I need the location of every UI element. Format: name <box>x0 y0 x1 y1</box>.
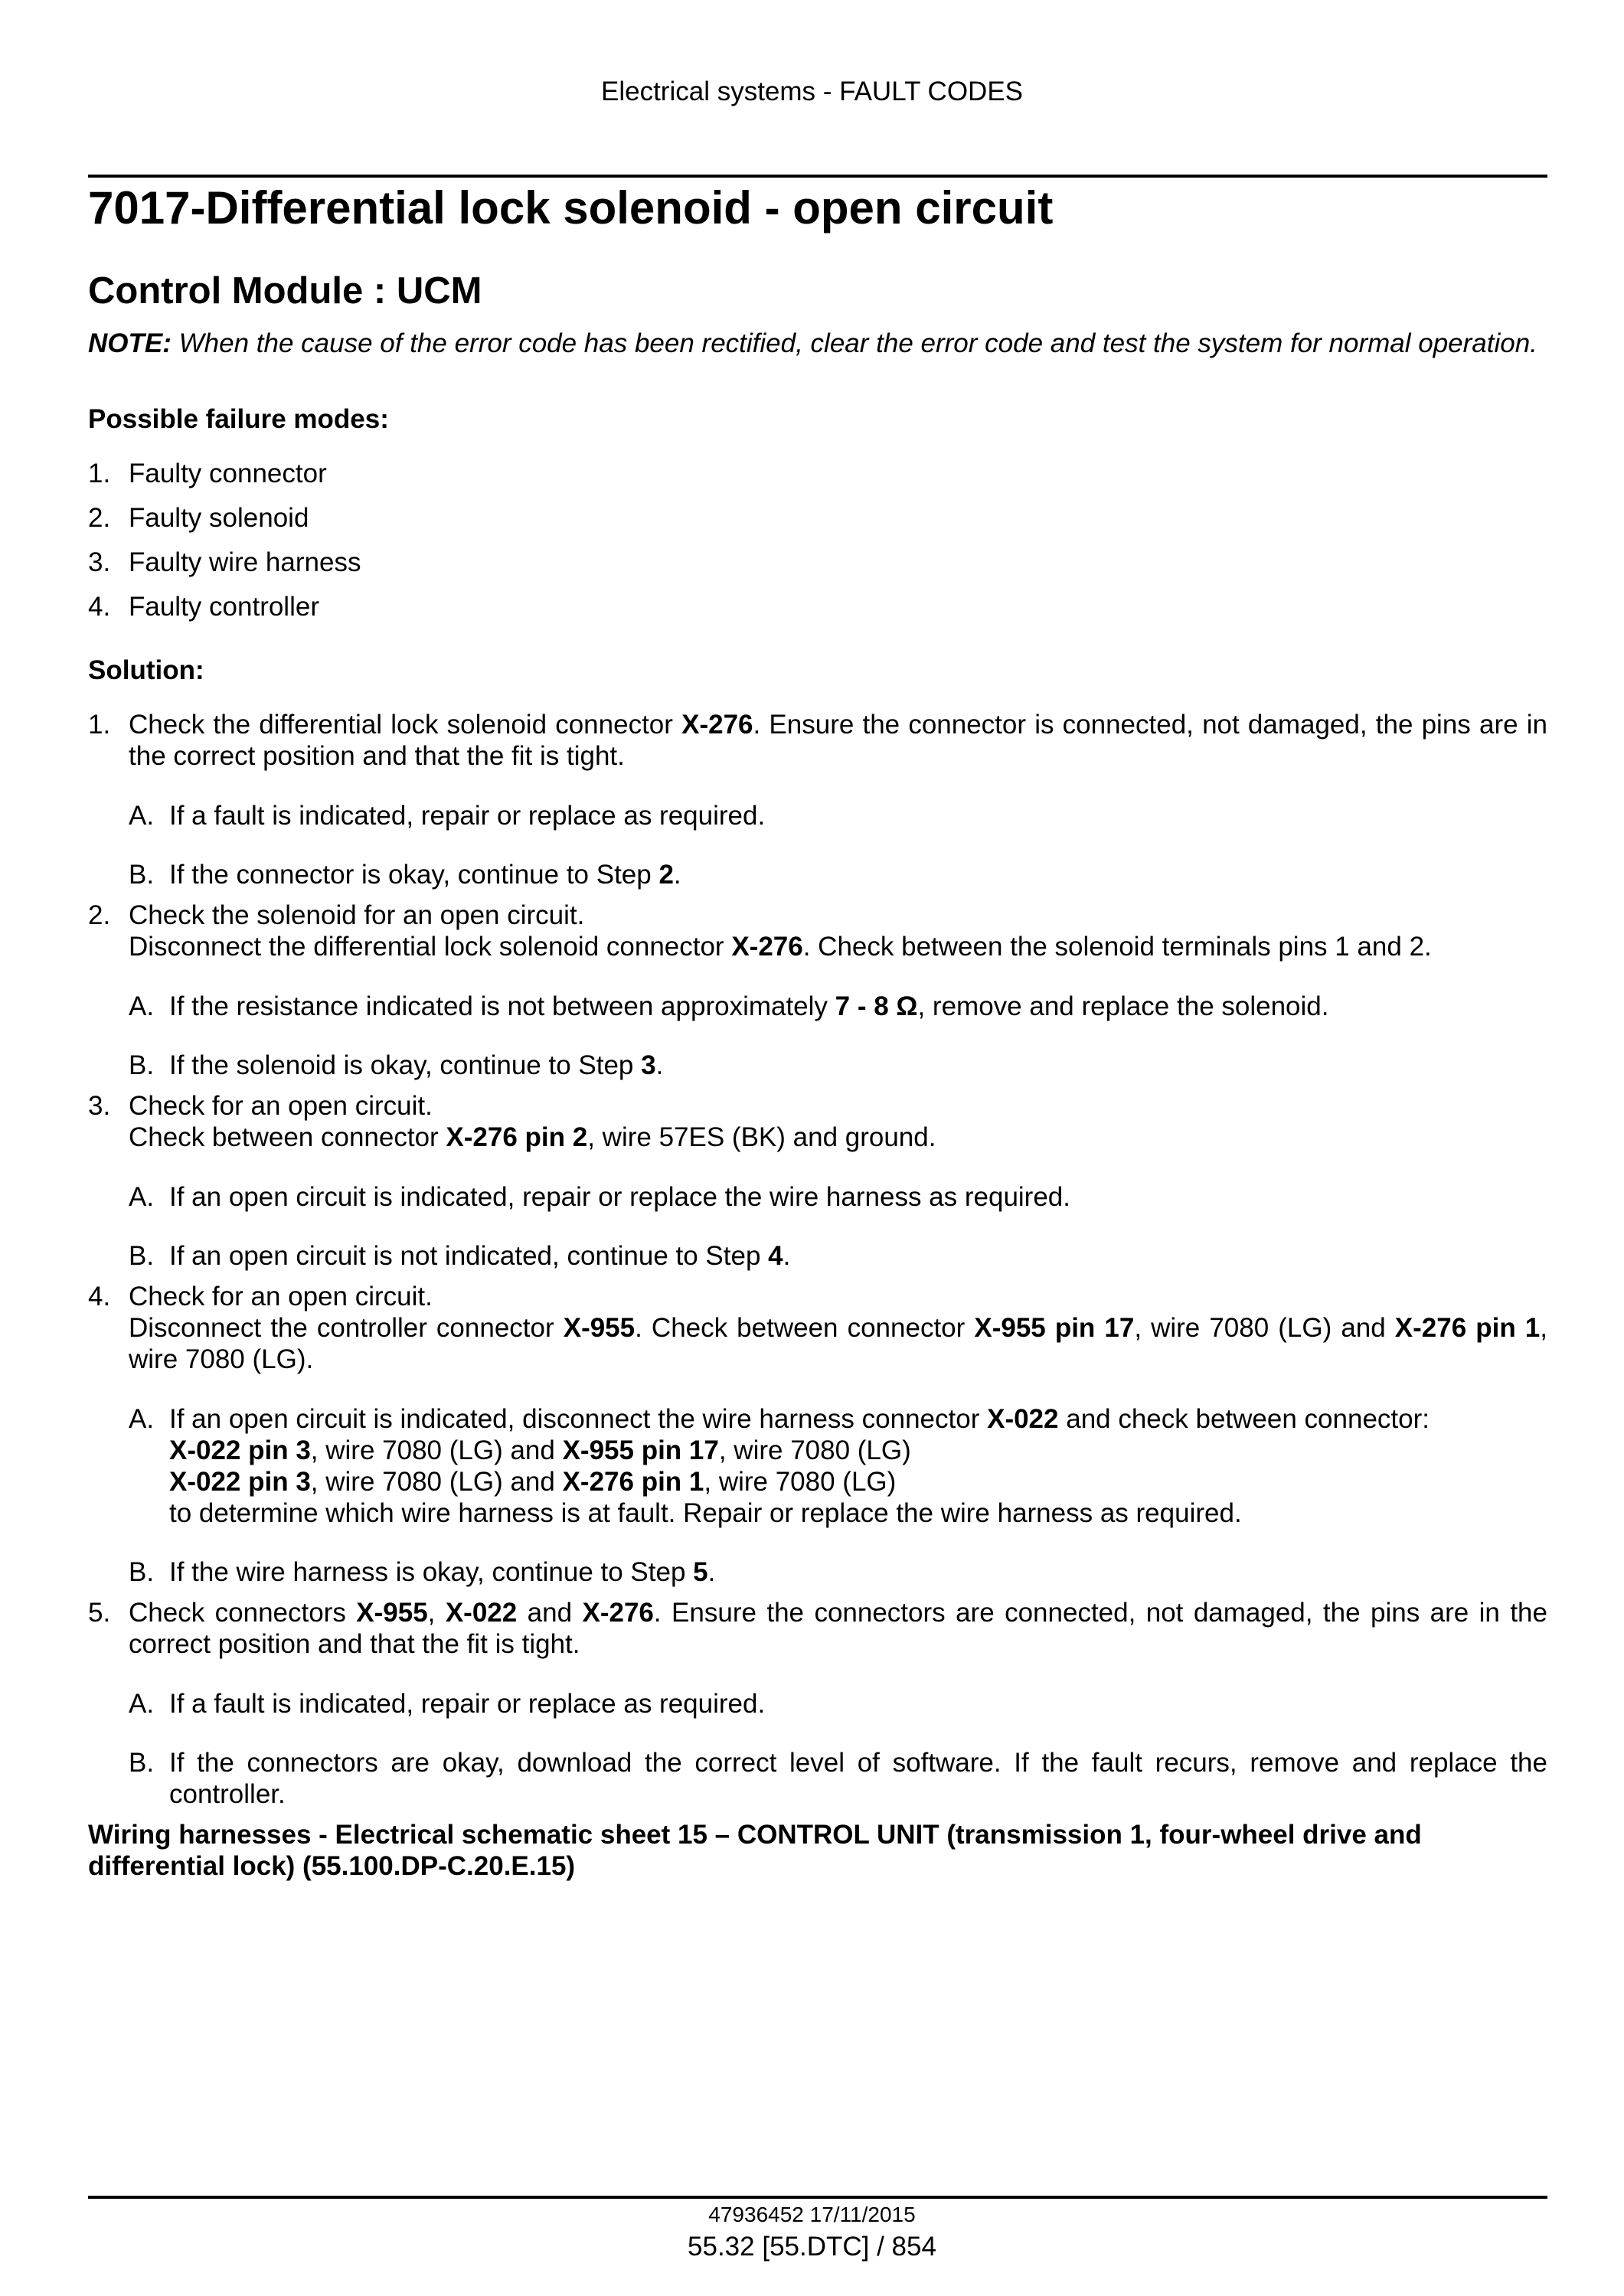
sub-step-letter: A. <box>129 801 155 831</box>
bold-ref: 7 - 8 Ω <box>835 991 918 1021</box>
sub-step-letter: A. <box>129 1182 155 1212</box>
sub-step <box>129 1050 1547 1081</box>
text-run: , <box>427 1598 446 1628</box>
bold-ref: X-955 <box>563 1313 636 1343</box>
text-run: Check connectors <box>129 1598 357 1628</box>
text-line <box>169 1050 1547 1081</box>
bold-ref: 5 <box>693 1557 708 1587</box>
sub-step-letter: B. <box>129 1241 155 1271</box>
failure-modes-heading: Possible failure modes: <box>88 404 389 434</box>
text-run: and check between connector: <box>1058 1404 1430 1434</box>
text-run: If the connector is okay, continue to Step <box>169 860 659 890</box>
text-line <box>169 859 1547 890</box>
text-run: If an open circuit is indicated, disconnect the wire harness connector <box>169 1404 988 1434</box>
bold-ref: 3 <box>641 1050 656 1080</box>
text-run: , wire 7080 (LG) <box>704 1467 897 1497</box>
sub-step-body <box>169 800 1547 831</box>
text-line <box>169 1240 1547 1272</box>
text-run: . <box>655 1050 664 1080</box>
text-line <box>169 1556 1547 1588</box>
sub-step <box>129 1688 1547 1720</box>
text-run: If an open circuit is not indicated, continue to Step <box>169 1241 769 1271</box>
text-line <box>169 1181 1547 1213</box>
sub-step-list <box>129 800 1547 890</box>
text-run: . Ensure the connectors are connected, not damaged, the pins are in the correct position and that the fit is tight. <box>129 1598 1547 1659</box>
text-line <box>129 1090 1547 1122</box>
sub-step <box>129 800 1547 831</box>
bold-ref: X-955 pin 17 <box>562 1435 719 1465</box>
failure-mode-item <box>88 547 1547 578</box>
bold-ref: 2 <box>658 860 674 890</box>
sub-step <box>129 1403 1547 1529</box>
control-module-value: UCM <box>396 270 482 312</box>
text-line <box>129 1312 1547 1375</box>
failure-mode-item <box>88 591 1547 622</box>
text-run: . <box>707 1557 716 1587</box>
text-run: . Ensure the connector is connected, not damaged, the pins are in the correct position and that the fit is tight. <box>129 710 1547 771</box>
text-run: , remove and replace the solenoid. <box>917 991 1329 1021</box>
text-run: Check for an open circuit. <box>129 1091 433 1121</box>
bold-ref: X-955 pin 17 <box>974 1313 1135 1343</box>
failure-mode-item <box>88 458 1547 489</box>
sub-step <box>129 1747 1547 1810</box>
list-number: 1. <box>88 459 111 488</box>
text-run: Check the differential lock solenoid connector <box>129 710 682 740</box>
sub-step-body <box>169 991 1547 1022</box>
text-line <box>129 1597 1547 1660</box>
failure-mode-item <box>88 502 1547 534</box>
step-number: 1. <box>88 710 111 740</box>
failure-mode-text: Faulty connector <box>129 459 327 488</box>
step-body <box>129 1597 1547 1810</box>
bold-ref: X-276 <box>731 932 803 962</box>
bold-ref: X-276 pin 2 <box>446 1122 588 1152</box>
text-run: , wire 57ES (BK) and ground. <box>587 1122 936 1152</box>
sub-step <box>129 1181 1547 1213</box>
text-run: , wire 7080 (LG). <box>129 1313 1548 1374</box>
text-run: , wire 7080 (LG) and <box>1134 1313 1395 1343</box>
bold-ref: 4 <box>768 1241 783 1271</box>
list-number: 4. <box>88 592 111 622</box>
text-run: If an open circuit is indicated, repair or replace the wire harness as required. <box>169 1182 1070 1212</box>
text-run: , wire 7080 (LG) and <box>310 1435 563 1465</box>
text-run: If a fault is indicated, repair or replace as required. <box>169 801 766 831</box>
text-line <box>129 900 1547 931</box>
sub-step-body <box>169 1403 1547 1529</box>
sub-step <box>129 1240 1547 1272</box>
bold-ref: X-022 <box>987 1404 1059 1434</box>
note-label: NOTE: <box>88 328 172 358</box>
header-rule <box>88 175 1547 178</box>
sub-step-list <box>129 1181 1547 1272</box>
solution-step <box>88 1281 1547 1588</box>
sub-step-list <box>129 1688 1547 1810</box>
step-number: 5. <box>88 1598 111 1628</box>
text-run: , wire 7080 (LG) and <box>310 1467 563 1497</box>
text-line <box>169 1497 1547 1529</box>
footer-rule <box>88 2196 1547 2199</box>
text-run: . Check between the solenoid terminals pins 1 and 2. <box>802 932 1432 962</box>
step-body <box>129 709 1547 890</box>
step-body <box>129 1281 1547 1588</box>
step-number: 2. <box>88 900 111 930</box>
sub-step-body <box>169 1688 1547 1720</box>
sub-step <box>129 1556 1547 1588</box>
bold-ref: X-955 <box>356 1598 428 1628</box>
bold-ref: X-276 <box>582 1598 654 1628</box>
step-number: 4. <box>88 1282 111 1311</box>
text-run: If the solenoid is okay, continue to Step <box>169 1050 642 1080</box>
sub-step-letter: A. <box>129 1689 155 1719</box>
note <box>88 328 1547 359</box>
text-line <box>169 991 1547 1022</box>
failure-mode-text: Faulty solenoid <box>129 503 309 533</box>
solution-step <box>88 1597 1547 1810</box>
text-line <box>129 709 1547 772</box>
sub-step-body <box>169 1240 1547 1272</box>
footer-doc-id: 47936452 17/11/2015 <box>708 2203 916 2226</box>
solution-step <box>88 709 1547 890</box>
sub-step-list <box>129 1403 1547 1588</box>
text-line <box>169 800 1547 831</box>
sub-step-body <box>169 1556 1547 1588</box>
text-run: . Check between connector <box>635 1313 975 1343</box>
text-line <box>169 1688 1547 1720</box>
control-module-heading <box>88 268 1547 314</box>
solution-heading: Solution: <box>88 655 204 685</box>
bold-ref: X-022 pin 3 <box>169 1467 311 1497</box>
text-line <box>129 931 1547 962</box>
sub-step <box>129 859 1547 890</box>
text-run: Check between connector <box>129 1122 446 1152</box>
solution-steps-list <box>88 709 1547 1810</box>
fault-title: 7017-Differential lock solenoid - open circuit <box>88 182 1054 234</box>
text-line <box>169 1466 1547 1497</box>
wiring-reference-link[interactable]: Wiring harnesses - Electrical schematic sheet 15 – CONTROL UNIT (transmission 1, four-wheel drive and differential lock) (55.100.DP-C.20.E.15) <box>88 1820 1422 1881</box>
failure-mode-text: Faulty controller <box>129 592 319 622</box>
sub-step-letter: B. <box>129 1557 155 1587</box>
sub-step-body <box>169 1747 1547 1810</box>
text-run: to determine which wire harness is at fault. Repair or replace the wire harness as required. <box>169 1498 1242 1528</box>
sub-step-letter: A. <box>129 1404 155 1434</box>
control-module-label: Control Module : <box>88 270 387 312</box>
sub-step-letter: B. <box>129 1050 155 1080</box>
text-line <box>129 1281 1547 1312</box>
step-number: 3. <box>88 1091 111 1121</box>
text-run: Check the solenoid for an open circuit. <box>129 900 585 930</box>
text-run: , wire 7080 (LG) <box>718 1435 911 1465</box>
sub-step-list <box>129 991 1547 1081</box>
content <box>88 181 1547 1882</box>
running-header: Electrical systems - FAULT CODES <box>600 77 1024 106</box>
bold-ref: X-276 pin 1 <box>562 1467 704 1497</box>
sub-step-body <box>169 859 1547 890</box>
step-body <box>129 900 1547 1081</box>
note-text: When the cause of the error code has been rectified, clear the error code and test the system for normal operation. <box>178 328 1537 358</box>
text-run: If the connectors are okay, download the correct level of software. If the fault recurs, remove and replace the controller. <box>169 1748 1547 1809</box>
text-run: and <box>517 1598 583 1628</box>
bold-ref: X-022 pin 3 <box>169 1435 311 1465</box>
text-run: If the resistance indicated is not between approximately <box>169 991 835 1021</box>
solution-step <box>88 900 1547 1081</box>
bold-ref: X-276 pin 1 <box>1394 1313 1541 1343</box>
text-line <box>129 1122 1547 1153</box>
text-run: Disconnect the differential lock solenoid connector <box>129 932 732 962</box>
list-number: 3. <box>88 547 111 577</box>
bold-ref: X-276 <box>681 710 753 740</box>
step-body <box>129 1090 1547 1272</box>
text-run: If a fault is indicated, repair or replace as required. <box>169 1689 766 1719</box>
sub-step-letter: B. <box>129 1748 155 1778</box>
sub-step-letter: B. <box>129 860 155 890</box>
text-line <box>169 1435 1547 1466</box>
failure-mode-text: Faulty wire harness <box>129 547 361 577</box>
text-run: Check for an open circuit. <box>129 1282 433 1311</box>
sub-step-letter: A. <box>129 991 155 1021</box>
sub-step-body <box>169 1050 1547 1081</box>
solution-step <box>88 1090 1547 1272</box>
text-run: Disconnect the controller connector <box>129 1313 564 1343</box>
text-run: . <box>783 1241 791 1271</box>
sub-step-body <box>169 1181 1547 1213</box>
text-line <box>169 1403 1547 1435</box>
list-number: 2. <box>88 503 111 533</box>
text-line <box>169 1747 1547 1810</box>
text-run: . <box>673 860 681 890</box>
text-run: If the wire harness is okay, continue to Step <box>169 1557 694 1587</box>
sub-step <box>129 991 1547 1022</box>
failure-modes-list <box>88 458 1547 622</box>
bold-ref: X-022 <box>445 1598 518 1628</box>
footer-page-ref: 55.32 [55.DTC] / 854 <box>688 2232 936 2262</box>
